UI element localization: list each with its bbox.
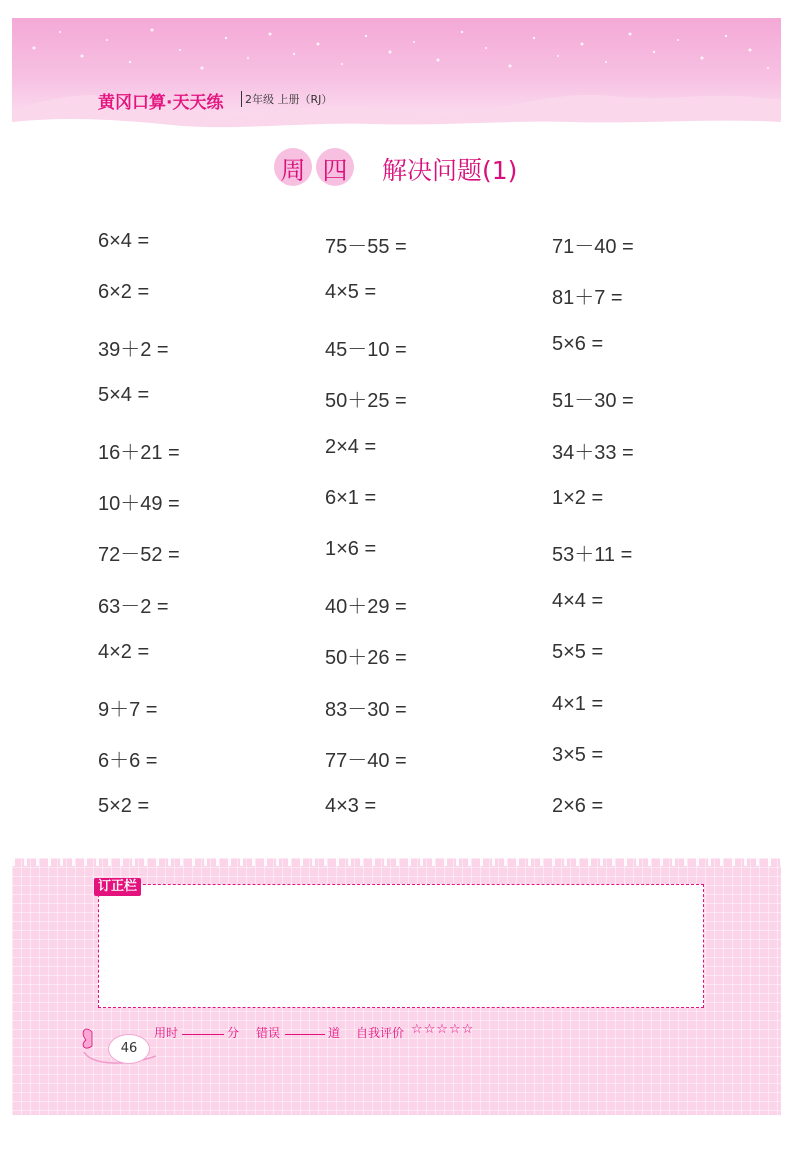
rating-stars-icon[interactable]: ☆☆☆☆☆	[411, 1022, 475, 1037]
problem-r5-c3: 34＋33 =	[552, 442, 634, 464]
problem-r5-c2: 2×4 =	[325, 436, 377, 458]
problem-r8-c2: 40＋29 =	[325, 596, 407, 618]
day-char-2: 四	[322, 156, 348, 185]
problem-r1-c1: 6×4 =	[98, 230, 150, 252]
problem-r6-c2: 6×1 =	[325, 487, 377, 509]
problem-r3-c1: 39＋2 =	[98, 339, 169, 361]
minute-label: 分	[227, 1026, 240, 1040]
page-number: 46	[108, 1034, 150, 1064]
header-banner	[12, 18, 781, 128]
problem-r4-c3: 51－30 =	[552, 390, 634, 412]
day-char-1: 周	[280, 156, 306, 185]
correction-label: 订正栏	[94, 878, 141, 896]
problem-r12-c2: 4×3 =	[325, 795, 377, 817]
problem-r2-c2: 4×5 =	[325, 281, 377, 303]
problem-r12-c1: 5×2 =	[98, 795, 150, 817]
problem-r4-c2: 50＋25 =	[325, 390, 407, 412]
grade-label: 2年级 上册（RJ）	[245, 93, 333, 106]
problem-r10-c2: 83－30 =	[325, 699, 407, 721]
error-label: 错误	[256, 1026, 281, 1040]
problem-r4-c1: 5×4 =	[98, 384, 150, 406]
problem-r3-c3: 5×6 =	[552, 333, 604, 355]
problem-r3-c2: 45－10 =	[325, 339, 407, 361]
problem-r9-c3: 5×5 =	[552, 641, 604, 663]
problem-r7-c1: 72－52 =	[98, 544, 180, 566]
worksheet-page	[12, 18, 781, 1115]
header-divider	[241, 91, 242, 107]
problem-r2-c3: 81＋7 =	[552, 287, 623, 309]
correction-area	[12, 858, 781, 1115]
error-blank[interactable]	[285, 1024, 325, 1038]
problem-r6-c1: 10＋49 =	[98, 493, 180, 515]
self-eval-label: 自我评价	[356, 1026, 405, 1040]
lesson-title-text: 解决问题(1)	[382, 156, 518, 185]
problem-r10-c3: 4×1 =	[552, 693, 604, 715]
problem-r9-c1: 4×2 =	[98, 641, 150, 663]
item-label: 道	[328, 1026, 341, 1040]
problem-r11-c2: 77－40 =	[325, 750, 407, 772]
perforated-edge	[12, 858, 781, 866]
problem-r1-c2: 75－55 =	[325, 236, 407, 258]
time-blank[interactable]	[182, 1024, 224, 1038]
correction-box[interactable]	[98, 884, 704, 1008]
problem-r8-c3: 4×4 =	[552, 590, 604, 612]
problem-r2-c1: 6×2 =	[98, 281, 150, 303]
problem-r11-c1: 6＋6 =	[98, 750, 158, 772]
problem-r1-c3: 71－40 =	[552, 236, 634, 258]
problem-r12-c3: 2×6 =	[552, 795, 604, 817]
problem-r9-c2: 50＋26 =	[325, 647, 407, 669]
time-label: 用时	[154, 1026, 179, 1040]
problem-r8-c1: 63－2 =	[98, 596, 169, 618]
problem-r10-c1: 9＋7 =	[98, 699, 158, 721]
problem-r5-c1: 16＋21 =	[98, 442, 180, 464]
problem-r7-c2: 1×6 =	[325, 538, 377, 560]
problem-r11-c3: 3×5 =	[552, 744, 604, 766]
problem-r7-c3: 53＋11 =	[552, 544, 633, 566]
problem-r6-c3: 1×2 =	[552, 487, 604, 509]
brand-title: 黄冈口算·天天练	[98, 93, 224, 113]
